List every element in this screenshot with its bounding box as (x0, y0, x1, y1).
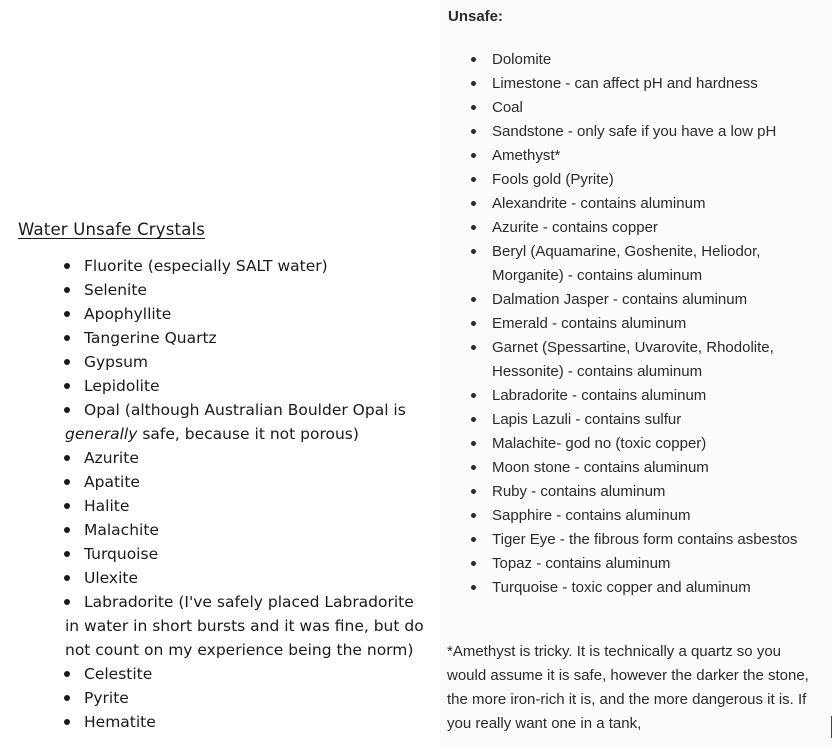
list-item: Gypsum (0, 350, 440, 374)
list-item: Emerald - contains aluminum (440, 312, 832, 336)
list-item: Sandstone - only safe if you have a low pH (440, 120, 832, 144)
list-item: Lepidolite (0, 374, 440, 398)
opal-emphasis: generally (65, 425, 138, 443)
list-item: Apatite (0, 470, 440, 494)
list-item: Beryl (Aquamarine, Goshenite, Heliodor, Morganite) - contains aluminum (440, 240, 832, 288)
left-heading: Water Unsafe Crystals (18, 220, 206, 239)
list-item: Fluorite (especially SALT water) (0, 254, 440, 278)
list-item: Azurite (0, 446, 440, 470)
list-item: Tiger Eye - the fibrous form contains asbestos (440, 528, 832, 552)
list-item: Lapis Lazuli - contains sulfur (440, 408, 832, 432)
opal-text-start: Opal (although Australian Boulder Opal is (84, 401, 406, 419)
list-item: Amethyst* (440, 144, 832, 168)
list-item: Coal (440, 96, 832, 120)
list-item-opal (0, 398, 440, 446)
list-item: Hematite (0, 710, 440, 734)
right-heading: Unsafe: (448, 8, 504, 25)
list-item: Labradorite - contains aluminum (440, 384, 832, 408)
list-item: Tangerine Quartz (0, 326, 440, 350)
list-item: Limestone - can affect pH and hardness (440, 72, 832, 96)
list-item: Sapphire - contains aluminum (440, 504, 832, 528)
list-item: Ulexite (0, 566, 440, 590)
list-item: Azurite - contains copper (440, 216, 832, 240)
list-item: Malachite (0, 518, 440, 542)
list-item: Celestite (0, 662, 440, 686)
list-item: Garnet (Spessartine, Uvarovite, Rhodolite, Hessonite) - contains aluminum (440, 336, 832, 384)
list-item: Dalmation Jasper - contains aluminum (440, 288, 832, 312)
list-item: Halite (0, 494, 440, 518)
list-item: Turquoise - toxic copper and aluminum (440, 576, 832, 600)
list-item: Topaz - contains aluminum (440, 552, 832, 576)
list-item: Dolomite (440, 48, 832, 72)
list-item: Apophyllite (0, 302, 440, 326)
amethyst-footnote: *Amethyst is tricky. It is technically a quartz so you would assume it is safe, however the darker the stone, the more iron-rich it is, and the more dangerous it is. If you really want one in a tank, (447, 643, 809, 732)
water-unsafe-list (0, 254, 440, 734)
unsafe-section (440, 0, 832, 747)
list-item: Malachite- god no (toxic copper) (440, 432, 832, 456)
list-item-labradorite: Labradorite (I've safely placed Labradorite in water in short bursts and it was fine, but do not count on my experience being the norm) (0, 590, 440, 662)
list-item: Ruby - contains aluminum (440, 480, 832, 504)
list-item: Alexandrite - contains aluminum (440, 192, 832, 216)
unsafe-list (440, 48, 832, 600)
list-item: Turquoise (0, 542, 440, 566)
list-item: Fools gold (Pyrite) (440, 168, 832, 192)
list-item: Selenite (0, 278, 440, 302)
opal-text-end: safe, because it not porous) (137, 425, 359, 443)
list-item: Moon stone - contains aluminum (440, 456, 832, 480)
list-item: Pyrite (0, 686, 440, 710)
